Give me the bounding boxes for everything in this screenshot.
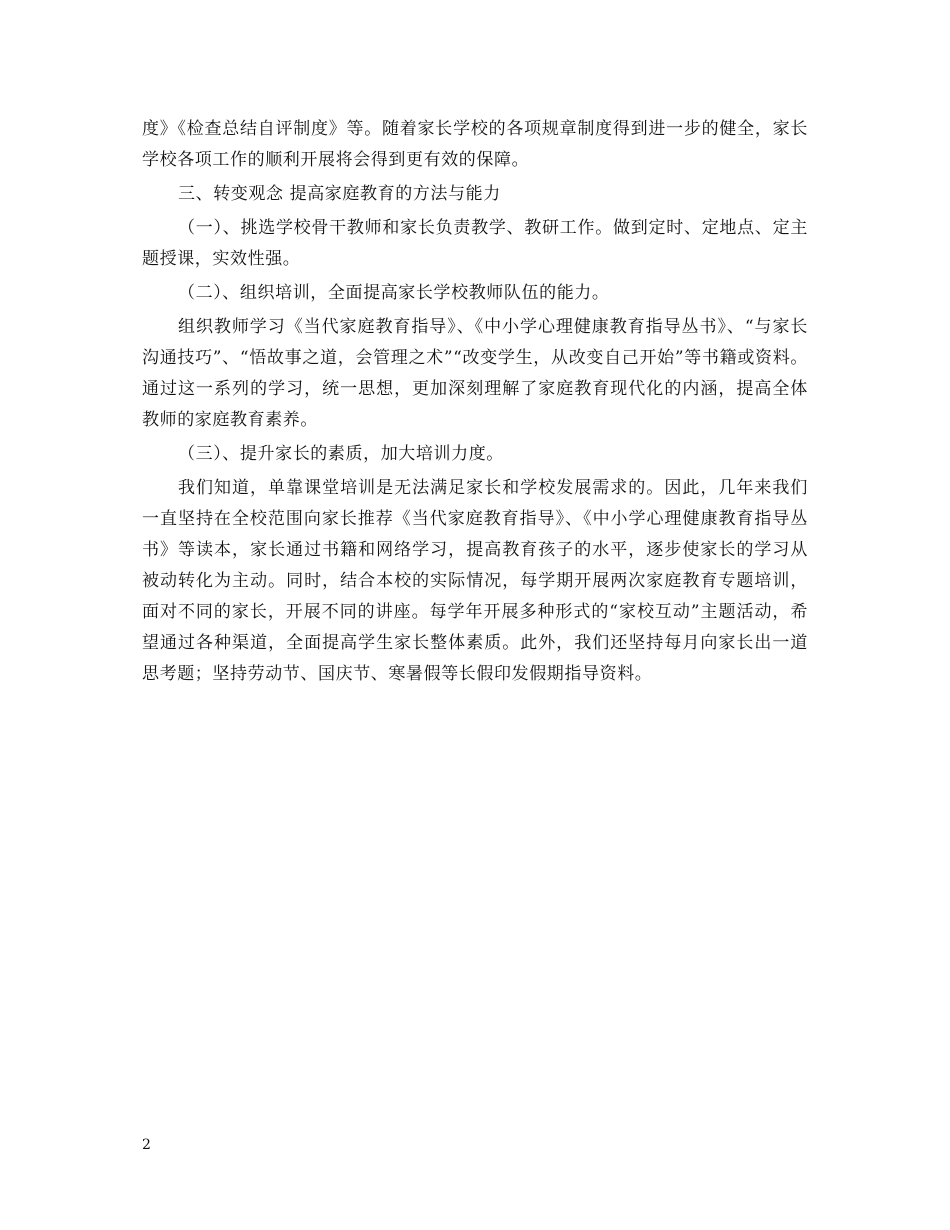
section-heading-3: 三、转变观念 提高家庭教育的方法与能力: [178, 184, 501, 204]
paragraph-teacher-study: 组织教师学习《当代家庭教育指导》、《中小学心理健康教育指导丛书》、“与家长沟通技巧”、“悟故事之道，会管理之术”“改变学生，从改变自己开始”等书籍或资料。通过这一系列的学习，统一思想，更加深刻理解了家庭教育现代化的内涵，提高全体教师的家庭教育素养。: [142, 317, 808, 430]
page-number: 2: [142, 1137, 151, 1153]
paragraph-continuation: 度》《检查总结自评制度》等。随着家长学校的各项规章制度得到进一步的健全，家长学校各项工作的顺利开展将会得到更有效的保障。: [142, 119, 808, 170]
subsection-1: （一）、挑选学校骨干教师和家长负责教学、教研工作。做到定时、定地点、定主题授课，实效性强。: [142, 218, 808, 269]
paragraph-parent-training: 我们知道，单靠课堂培训是无法满足家长和学校发展需求的。因此，几年来我们一直坚持在全校范围向家长推荐《当代家庭教育指导》、《中小学心理健康教育指导丛书》等读本，家长通过书籍和网络学习，提高教育孩子的水平，逐步使家长的学习从被动转化为主动。同时，结合本校的实际情况，每学期开展两次家庭教育专题培训，面对不同的家长，开展不同的讲座。每学年开展多种形式的“家校互动”主题活动，希望通过各种渠道，全面提高学生家长整体素质。此外，我们还坚持每月向家长出一道思考题；坚持劳动节、国庆节、寒暑假等长假印发假期指导资料。: [142, 478, 808, 684]
subsection-3: （三）、提升家长的素质，加大培训力度。: [178, 444, 504, 464]
body-text: [142, 114, 808, 693]
subsection-2: （二）、组织培训，全面提高家长学校教师队伍的能力。: [178, 283, 610, 303]
